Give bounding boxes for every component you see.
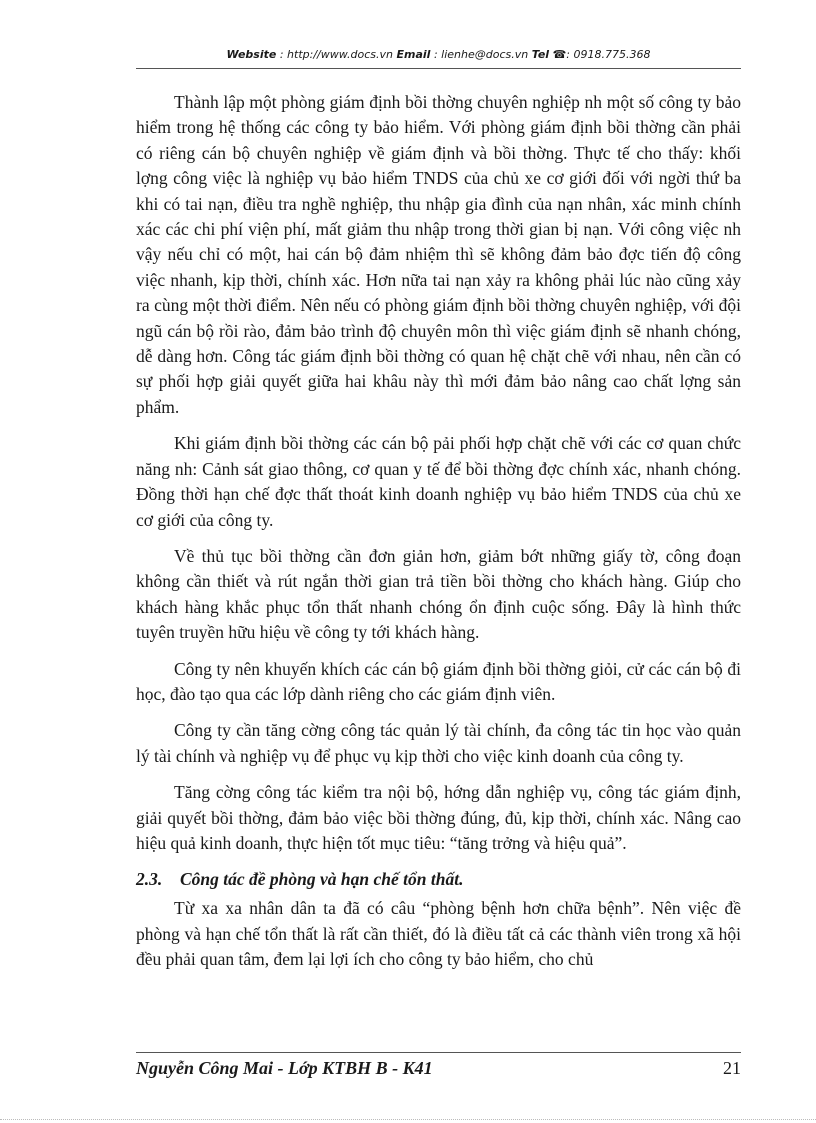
footer-author: Nguyễn Công Mai - Lớp KTBH B - K41 <box>136 1058 433 1078</box>
section-title: Công tác đề phòng và hạn chế tổn thất. <box>180 869 464 890</box>
page-header <box>136 46 741 69</box>
paragraph-5: Công ty cần tăng cờng công tác quản lý tài chính, đa công tác tin học vào quản lý tài chính và nghiệp vụ để phục vụ kịp thời cho việc kinh doanh của công ty. <box>136 720 741 766</box>
document-body <box>136 90 741 984</box>
email-value: : lienhe@docs.vn <box>433 48 529 61</box>
website-value: : http://www.docs.vn <box>279 48 394 61</box>
page-number: 21 <box>723 1058 741 1078</box>
tel-label: Tel <box>531 48 550 61</box>
page-footer <box>136 1058 741 1082</box>
section-heading <box>136 867 741 892</box>
page-edge-divider <box>0 1119 816 1120</box>
section-paragraph: Từ xa xa nhân dân ta đã có câu “phòng bệnh hơn chữa bệnh”. Nên việc đề phòng và hạn chế tổn thất là rất cần thiết, đó là điều tất cả các thành viên trong xã hội đều phải quan tâm, đem lại lợi ích cho công ty bảo hiểm, cho chủ <box>136 898 741 970</box>
tel-value: : 0918.775.368 <box>566 48 651 61</box>
phone-icon: ☎ <box>552 48 567 61</box>
paragraph-6: Tăng cờng công tác kiểm tra nội bộ, hớng dẫn nghiệp vụ, công tác giám định, giải quyết bồi thờng, đảm bảo việc bồi thờng đúng, đủ, kịp thời, chính xác. Nâng cao hiệu quả kinh doanh, thực hiện tốt mục tiêu: “tăng trởng và hiệu quả”. <box>136 782 741 853</box>
section-number: 2.3. <box>136 869 163 890</box>
footer-divider <box>136 1052 741 1053</box>
paragraph-3: Về thủ tục bồi thờng cần đơn giản hơn, giảm bớt những giấy tờ, công đoạn không cần thiết và rút ngắn thời gian trả tiền bồi thờng cho khách hàng. Giúp cho khách hàng khắc phục tổn thất nhanh chóng ổn định cuộc sống. Đây là hình thức tuyên truyền hữu hiệu về công ty tới khách hàng. <box>136 545 741 643</box>
paragraph-1: Thành lập một phòng giám định bồi thờng chuyên nghiệp nh một số công ty bảo hiểm trong hệ thống các công ty bảo hiểm. Với phòng giám định bồi thờng cần phải có riêng cán bộ chuyên nghiệp về giám định và bồi thờng. Thực tế cho thấy: khối lợng công việc là nghiệp vụ bảo hiểm TNDS của chủ xe cơ giới đối với ngời thứ ba khi có tai nạn, điều tra nghề nghiệp, thu nhập gia đình của nạn nhân, xác minh chính xác các chi phí viện phí, mất giảm thu nhập trong thời gian bị nạn. Với công việc nh vậy nếu chỉ có một, hai cán bộ đảm nhiệm thì sẽ không đảm bảo đợc tiến độ công việc nhanh, kịp thời, chính xác. Hơn nữa tai nạn xảy ra không phải lúc nào cũng xảy ra cùng một thời điểm. Nên nếu có phòng giám định bồi thờng chuyên nghiệp, với đội ngũ cán bộ rồi rào, đảm bảo trình độ chuyên môn thì việc giám định sẽ nhanh chóng, dễ dàng hơn. Công tác giám định bồi thờng có quan hệ chặt chẽ với nhau, nên cần có sự phối hợp giải quyết giữa hai khâu này thì mới đảm bảo nâng cao chất lợng sản phẩm. <box>136 92 741 417</box>
website-label: Website <box>226 48 277 61</box>
paragraph-4: Công ty nên khuyến khích các cán bộ giám định bồi thờng giỏi, cử các cán bộ đi học, đào tạo qua các lớp dành riêng cho các giám định viên. <box>136 658 741 704</box>
email-label: Email <box>396 48 431 61</box>
paragraph-2: Khi giám định bồi thờng các cán bộ pải phối hợp chặt chẽ với các cơ quan chức năng nh: Cảnh sát giao thông, cơ quan y tế để bồi thờng đợc chính xác, nhanh chóng. Đồng thời hạn chế đợc thất thoát kinh doanh nghiệp vụ bảo hiểm TNDS của chủ xe cơ giới của công ty. <box>136 433 741 530</box>
